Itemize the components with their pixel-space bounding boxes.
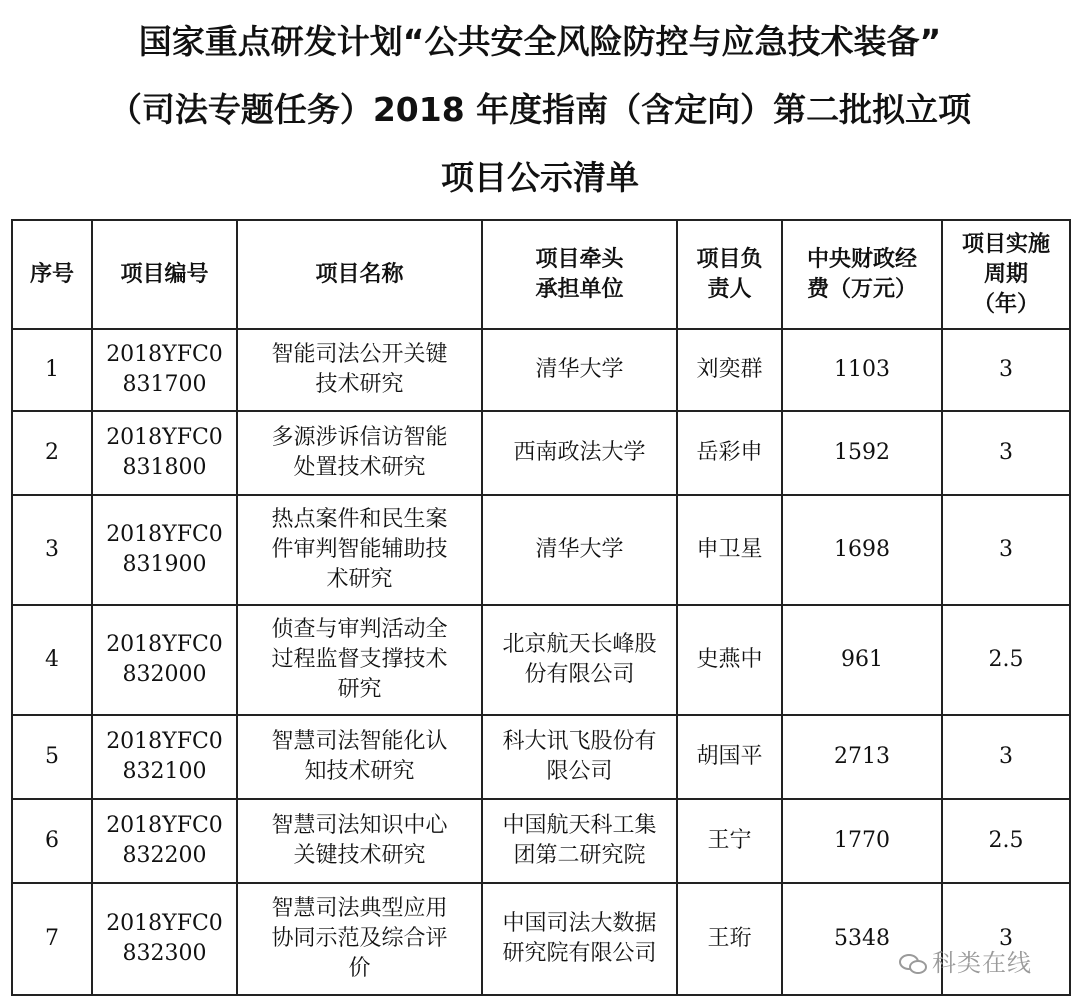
cell-col-project-name: 智慧司法典型应用 协同示范及综合评 价	[237, 883, 482, 995]
cell-col-period: 2.5	[942, 799, 1070, 883]
watermark-text: 科类在线	[932, 949, 1032, 977]
header-col-project-code: 项目编号	[92, 220, 237, 329]
cell-col-project-code: 2018YFC0 831900	[92, 495, 237, 605]
wechat-icon	[898, 953, 928, 975]
header-col-seq: 序号	[12, 220, 92, 329]
table-header-row	[12, 220, 1070, 329]
cell-col-project-name: 热点案件和民生案 件审判智能辅助技 术研究	[237, 495, 482, 605]
cell-col-lead-unit: 科大讯飞股份有 限公司	[482, 715, 677, 799]
table-row	[12, 495, 1070, 605]
cell-col-leader: 岳彩申	[677, 411, 782, 495]
cell-col-project-name: 智慧司法智能化认 知技术研究	[237, 715, 482, 799]
cell-col-lead-unit: 清华大学	[482, 495, 677, 605]
cell-col-project-code: 2018YFC0 831700	[92, 329, 237, 411]
cell-col-budget: 5348	[782, 883, 942, 995]
cell-col-seq: 1	[12, 329, 92, 411]
cell-col-period: 3	[942, 411, 1070, 495]
document-title-line-2: （司法专题任务）2018 年度指南（含定向）第二批拟立项	[108, 90, 972, 129]
header-col-leader: 项目负 责人	[677, 220, 782, 329]
cell-col-budget: 2713	[782, 715, 942, 799]
cell-col-period: 2.5	[942, 605, 1070, 715]
cell-col-leader: 刘奕群	[677, 329, 782, 411]
cell-col-leader: 王宁	[677, 799, 782, 883]
project-list-table	[11, 219, 1071, 996]
cell-col-seq: 3	[12, 495, 92, 605]
cell-col-period: 3	[942, 495, 1070, 605]
header-col-project-name: 项目名称	[237, 220, 482, 329]
cell-col-lead-unit: 中国司法大数据 研究院有限公司	[482, 883, 677, 995]
cell-col-lead-unit: 清华大学	[482, 329, 677, 411]
cell-col-project-code: 2018YFC0 832100	[92, 715, 237, 799]
cell-col-lead-unit: 北京航天长峰股 份有限公司	[482, 605, 677, 715]
cell-col-period: 3	[942, 715, 1070, 799]
cell-col-leader: 胡国平	[677, 715, 782, 799]
cell-col-budget: 1103	[782, 329, 942, 411]
cell-col-project-name: 多源涉诉信访智能 处置技术研究	[237, 411, 482, 495]
cell-col-project-name: 智能司法公开关键 技术研究	[237, 329, 482, 411]
cell-col-budget: 961	[782, 605, 942, 715]
cell-col-seq: 6	[12, 799, 92, 883]
cell-col-project-code: 2018YFC0 831800	[92, 411, 237, 495]
header-col-period: 项目实施 周期 （年）	[942, 220, 1070, 329]
cell-col-leader: 王珩	[677, 883, 782, 995]
cell-col-project-code: 2018YFC0 832200	[92, 799, 237, 883]
cell-col-budget: 1698	[782, 495, 942, 605]
cell-col-leader: 史燕中	[677, 605, 782, 715]
cell-col-seq: 2	[12, 411, 92, 495]
cell-col-period: 3	[942, 329, 1070, 411]
header-col-lead-unit: 项目牵头 承担单位	[482, 220, 677, 329]
cell-col-budget: 1592	[782, 411, 942, 495]
table-row	[12, 329, 1070, 411]
table-row	[12, 605, 1070, 715]
cell-col-leader: 申卫星	[677, 495, 782, 605]
cell-col-project-code: 2018YFC0 832300	[92, 883, 237, 995]
cell-col-seq: 5	[12, 715, 92, 799]
cell-col-budget: 1770	[782, 799, 942, 883]
table-row	[12, 715, 1070, 799]
cell-col-lead-unit: 西南政法大学	[482, 411, 677, 495]
cell-col-project-code: 2018YFC0 832000	[92, 605, 237, 715]
cell-col-period: 3	[942, 883, 1070, 995]
table-row	[12, 411, 1070, 495]
document-title-line-3: 项目公示清单	[441, 158, 639, 197]
cell-col-seq: 7	[12, 883, 92, 995]
cell-col-project-name: 智慧司法知识中心 关键技术研究	[237, 799, 482, 883]
table-row	[12, 799, 1070, 883]
cell-col-lead-unit: 中国航天科工集 团第二研究院	[482, 799, 677, 883]
cell-col-project-name: 侦查与审判活动全 过程监督支撑技术 研究	[237, 605, 482, 715]
table-row	[12, 883, 1070, 995]
document-title-line-1: 国家重点研发计划“公共安全风险防控与应急技术装备”	[138, 22, 942, 61]
cell-col-seq: 4	[12, 605, 92, 715]
header-col-budget: 中央财政经 费（万元）	[782, 220, 942, 329]
watermark	[898, 943, 1032, 978]
